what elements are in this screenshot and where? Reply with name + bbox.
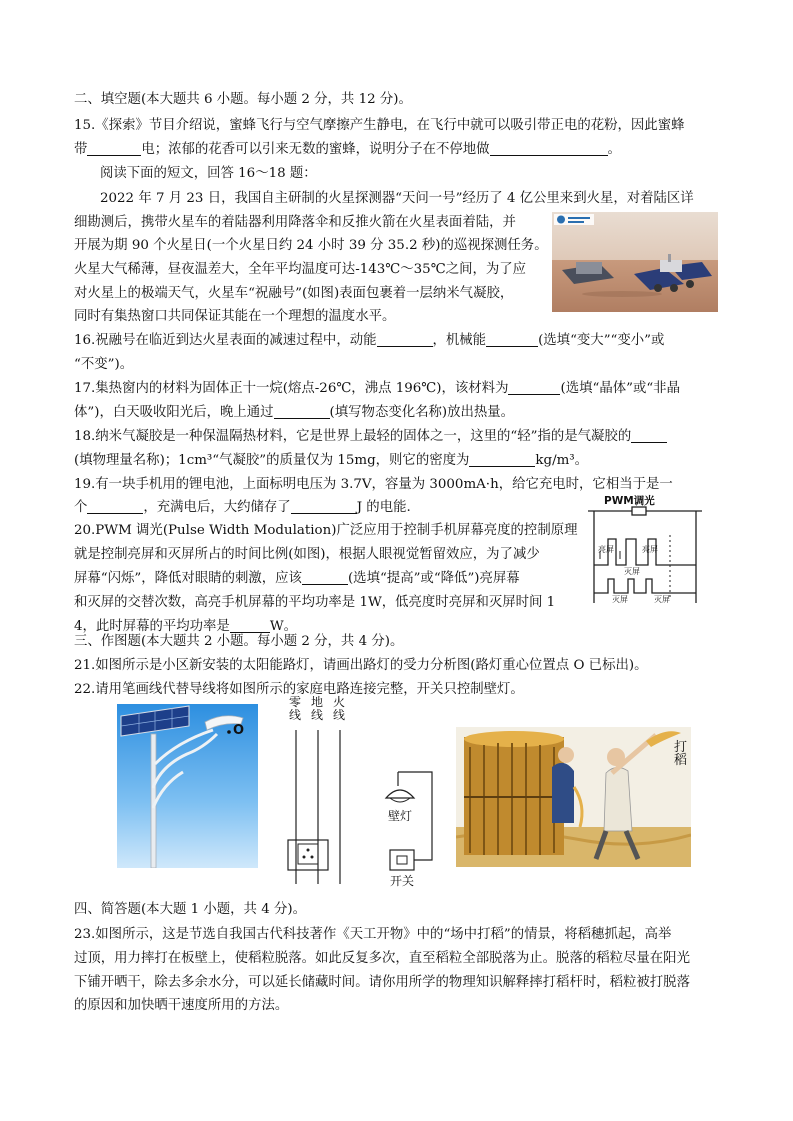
q23-line4: 的原因和加快晒干速度所用的方法。 <box>74 998 289 1013</box>
q17-blank2[interactable] <box>274 404 330 419</box>
pwm-dark-label-3: 灭屏 <box>654 595 670 604</box>
q20-line2: 就是控制亮屏和灭屏所占的时间比例(如图)，根据人眼视觉暂留效应，为了减少 <box>74 547 540 562</box>
pwm-bright-label-2: 亮屏 <box>642 545 658 554</box>
q20-text3: 4，此时屏幕的平均功率是 <box>74 619 230 634</box>
q19-text1: 个 <box>74 500 88 515</box>
section3-heading: 三、作图题(本大题共 2 小题。每小题 2 分，共 4 分)。 <box>74 634 404 649</box>
section2-heading: 二、填空题(本大题共 6 小题。每小题 2 分，共 12 分)。 <box>74 92 412 107</box>
section4-heading: 四、简答题(本大题 1 小题，共 4 分)。 <box>74 902 306 917</box>
painting-scroll-text: 打稻 <box>674 740 688 768</box>
pwm-title: PWM调光 <box>604 495 655 507</box>
pwm-bright-label-1: 亮屏 <box>598 545 614 554</box>
q22-text: 22.请用笔画线代替导线将如图所示的家庭电路连接完整，开关只控制壁灯。 <box>74 682 524 697</box>
q15-line2 <box>74 140 621 160</box>
q23-line3: 下铺开晒干，除去多余水分，可以延长储藏时间。请你用所学的物理知识解释摔打稻杆时，稻粒被打脱落 <box>74 975 690 990</box>
q20-blank2[interactable] <box>230 618 270 633</box>
q15-text1: 带 <box>74 142 88 157</box>
q15-text3: 。 <box>607 142 621 157</box>
q19-line1: 19.有一块手机用的锂电池，上面标明电压为 3.7V，容量为 3000mA·h，给它充电时，它相当于是一 <box>74 477 673 492</box>
q19-line2 <box>74 498 411 518</box>
live-wire-label: 火线 <box>333 695 346 722</box>
passage-line6: 同时有集热窗口共同保证其能在一个理想的温度水平。 <box>74 309 396 324</box>
q15-text2: 电；浓郁的花香可以引来无数的蜜蜂，说明分子在不停地做 <box>141 142 490 157</box>
q15-line1: 15.《探索》节目介绍说，蜜蜂飞行与空气摩擦产生静电，在飞行中就可以吸引带正电的花粉，因此蜜蜂 <box>74 118 685 133</box>
q23-line1: 23.如图所示，这是节选自我国古代科技著作《天工开物》中的“场中打稻”的情景，将稻穗抓起，高举 <box>74 927 672 942</box>
q16-line1 <box>74 331 664 351</box>
q20-line4: 和灭屏的交替次数，高亮手机屏幕的平均功率是 1W，低亮度时亮屏和灭屏时间 1 <box>74 595 556 610</box>
q17-text3: 体”)，白天吸收阳光后，晚上通过 <box>74 405 274 420</box>
q20-text2: (选填“提高”或“降低”)亮屏幕 <box>347 571 520 586</box>
q18-text1: 18.纳米气凝胶是一种保温隔热材料，它是世界上最轻的固体之一，这里的“轻”指的是气凝胶的 <box>74 429 632 444</box>
pwm-dark-label-1: 灭屏 <box>624 567 640 576</box>
pwm-diagram <box>584 495 709 613</box>
q20-line1: 20.PWM 调光(Pulse Width Modulation)广泛应用于控制手机屏幕亮度的控制原理 <box>74 523 578 538</box>
switch-label: 开关 <box>390 874 415 888</box>
q20-line3 <box>74 569 520 589</box>
q18-line2 <box>74 451 588 471</box>
q16-text3: (选填“变大”“变小”或 <box>538 333 665 348</box>
reading-intro: 阅读下面的短文，回答 16～18 题： <box>100 166 317 181</box>
mars-rover-image <box>552 212 718 312</box>
neutral-wire-label: 零线 <box>289 695 302 722</box>
lamp-center-point-label: O <box>233 723 245 738</box>
q19-blank2[interactable] <box>291 499 357 514</box>
passage-line5: 对火星上的极端天气，火星车“祝融号”(如图)表面包裹着一层纳米气凝胶， <box>74 286 514 301</box>
threshing-rice-painting <box>456 727 691 867</box>
passage-line1: 2022 年 7 月 23 日，我国自主研制的火星探测器“天问一号”经历了 4 亿公里来到火星，对着陆区详 <box>100 191 694 206</box>
passage-line3: 开展为期 90 个火星日(一个火星日约 24 小时 39 分 35.2 秒)的巡视探测任务。 <box>74 238 548 253</box>
pwm-dark-label-2: 灭屏 <box>612 595 628 604</box>
household-circuit-diagram <box>282 694 442 894</box>
q16-line2: “不变”)。 <box>74 357 134 372</box>
q23-line2: 过顶，用力摔打在板壁上，使稻粒脱落。如此反复多次，直至稻粒全部脱落为止。脱落的稻粒尽量在阳光 <box>74 951 690 966</box>
q20-blank1[interactable] <box>302 570 348 585</box>
q20-text4: W。 <box>269 619 297 634</box>
q17-text2: (选填“晶体”或“非晶 <box>560 381 680 396</box>
q17-line2 <box>74 403 514 423</box>
q21-text: 21.如图所示是小区新安装的太阳能路灯，请画出路灯的受力分析图(路灯重心位置点 O 已标出)。 <box>74 658 648 673</box>
q15-blank2[interactable] <box>490 141 608 156</box>
q18-line1 <box>74 427 667 447</box>
wall-lamp-label: 壁灯 <box>388 809 413 823</box>
q17-text1: 17.集热窗内的材料为固体正十一烷(熔点-26℃，沸点 196℃)，该材料为 <box>74 381 509 396</box>
q16-blank2[interactable] <box>486 332 538 347</box>
q18-text3: kg/m³。 <box>535 453 589 468</box>
q17-line1 <box>74 379 680 399</box>
ground-wire-label: 地线 <box>311 695 324 722</box>
passage-line2: 细勘测后，携带火星车的着陆器利用降落伞和反推火箭在火星表面着陆，并 <box>74 215 516 230</box>
q19-blank1[interactable] <box>87 499 143 514</box>
q18-blank2[interactable] <box>469 452 535 467</box>
q18-blank1[interactable] <box>631 428 667 443</box>
q19-text3: J 的电能. <box>356 500 411 515</box>
q16-text2: ，机械能 <box>432 333 487 348</box>
q15-blank1[interactable] <box>87 141 141 156</box>
q17-blank1[interactable] <box>508 380 560 395</box>
passage-line4: 火星大气稀薄，昼夜温差大，全年平均温度可达-143℃～35℃之间，为了应 <box>74 262 527 277</box>
q16-text1: 16.祝融号在临近到达火星表面的减速过程中，动能 <box>74 333 377 348</box>
q20-text1: 屏幕“闪烁”，降低对眼睛的刺激，应该 <box>74 571 302 586</box>
q19-text2: ，充满电后，大约储存了 <box>143 500 291 515</box>
q17-text4: (填写物态变化名称)放出热量。 <box>329 405 515 420</box>
q16-blank1[interactable] <box>377 332 433 347</box>
q18-text2: (填物理量名称)；1cm³“气凝胶”的质量仅为 15mg，则它的密度为 <box>74 453 470 468</box>
solar-street-lamp-image <box>117 704 258 868</box>
